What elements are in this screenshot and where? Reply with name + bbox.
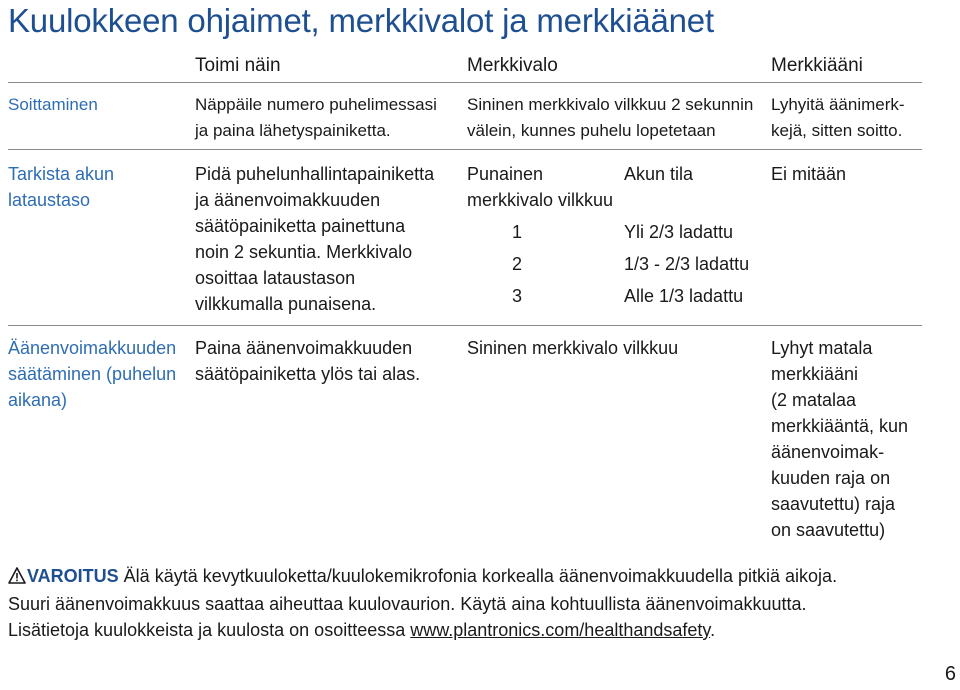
row-label-battery — [8, 161, 114, 213]
action-line: Pidä puhelunhallintapainiketta — [195, 164, 435, 184]
warning-text: . — [710, 620, 716, 640]
battery-blinks-2: 2 — [512, 254, 523, 274]
page-number: 6 — [944, 663, 956, 685]
tone-line: on saavutettu) — [771, 520, 886, 540]
battery-indicator-header — [467, 161, 613, 213]
tone-line: merkkiääni — [771, 364, 859, 384]
action-line: Näppäile numero puhelimessasi — [195, 95, 437, 114]
column-header-tone: Merkkiääni — [771, 55, 863, 76]
action-line: ja äänenvoimakkuuden — [195, 190, 381, 210]
tone-line: (2 matalaa — [771, 390, 857, 410]
tone-line: saavutettu) raja — [771, 494, 896, 514]
row-indicator-calling — [467, 92, 753, 144]
tone-line: äänenvoimak- — [771, 442, 885, 462]
battery-status-3: Alle 1/3 ladattu — [624, 286, 744, 306]
health-safety-link[interactable]: www.plantronics.com/healthandsafety — [410, 620, 711, 640]
row-indicator-volume: Sininen merkkivalo vilkkuu — [467, 338, 679, 358]
warning-line-3 — [8, 617, 837, 643]
tone-line: kejä, sitten soitto. — [771, 121, 903, 140]
row-label-line: Tarkista akun — [8, 164, 115, 184]
row-tone-calling — [771, 92, 905, 144]
battery-status-header: Akun tila — [624, 164, 694, 184]
warning-label: VAROITUS — [27, 566, 119, 586]
action-line: noin 2 sekuntia. Merkkivalo — [195, 242, 413, 262]
tone-line: merkkiääntä, kun — [771, 416, 909, 436]
indicator-line: välein, kunnes puhelu lopetetaan — [467, 121, 716, 140]
action-line: vilkkumalla punaisena. — [195, 294, 377, 314]
row-label-line: lataustaso — [8, 190, 91, 210]
indicator-line: merkkivalo vilkkuu — [467, 190, 614, 210]
battery-blinks-1: 1 — [512, 222, 523, 242]
warning-block — [8, 563, 837, 643]
row-tone-volume — [771, 335, 908, 543]
row-label-volume — [8, 335, 176, 413]
row-label-line: säätäminen (puhelun — [8, 364, 177, 384]
page-title: Kuulokkeen ohjaimet, merkkivalot ja merkkiäänet — [8, 2, 714, 39]
row-label-calling — [8, 92, 98, 118]
row-divider — [8, 325, 922, 326]
battery-blinks-3: 3 — [512, 286, 523, 306]
row-label-line: aikana) — [8, 390, 68, 410]
tone-line: kuuden raja on — [771, 468, 891, 488]
action-line: Paina äänenvoimakkuuden — [195, 338, 413, 358]
column-header-indicator: Merkkivalo — [467, 55, 558, 76]
indicator-line: Sininen merkkivalo vilkkuu 2 sekunnin — [467, 95, 754, 114]
battery-status-1: Yli 2/3 ladattu — [624, 222, 734, 242]
row-action-calling — [195, 92, 437, 144]
column-header-action: Toimi näin — [195, 55, 281, 76]
action-line: säätöpainiketta ylös tai alas. — [195, 364, 421, 384]
indicator-line: Punainen — [467, 164, 544, 184]
action-line: säätöpainiketta painettuna — [195, 216, 406, 236]
row-label-line: Soittaminen — [8, 95, 98, 114]
row-label-line: Äänenvoimakkuuden — [8, 338, 177, 358]
action-line: osoittaa lataustason — [195, 268, 356, 288]
warning-text: Älä käytä kevytkuuloketta/kuulokemikrofonia korkealla äänenvoimakkuudella pitkiä aikoja. — [118, 566, 838, 586]
header-divider — [8, 82, 922, 83]
warning-line-1 — [8, 563, 837, 591]
row-action-battery — [195, 161, 434, 317]
row-divider — [8, 149, 922, 150]
warning-triangle-icon — [8, 565, 26, 591]
tone-line: Lyhyt matala — [771, 338, 873, 358]
warning-text: Lisätietoja kuulokkeista ja kuulosta on osoitteessa — [8, 620, 411, 640]
battery-status-2: 1/3 - 2/3 ladattu — [624, 254, 750, 274]
warning-line-2: Suuri äänenvoimakkuus saattaa aiheuttaa kuulovaurion. Käytä aina kohtuullista äänenvoimakkuutta. — [8, 594, 807, 614]
tone-line: Lyhyitä äänimerk- — [771, 95, 905, 114]
row-action-volume — [195, 335, 420, 387]
action-line: ja paina lähetyspainiketta. — [195, 121, 391, 140]
row-tone-battery: Ei mitään — [771, 164, 847, 184]
